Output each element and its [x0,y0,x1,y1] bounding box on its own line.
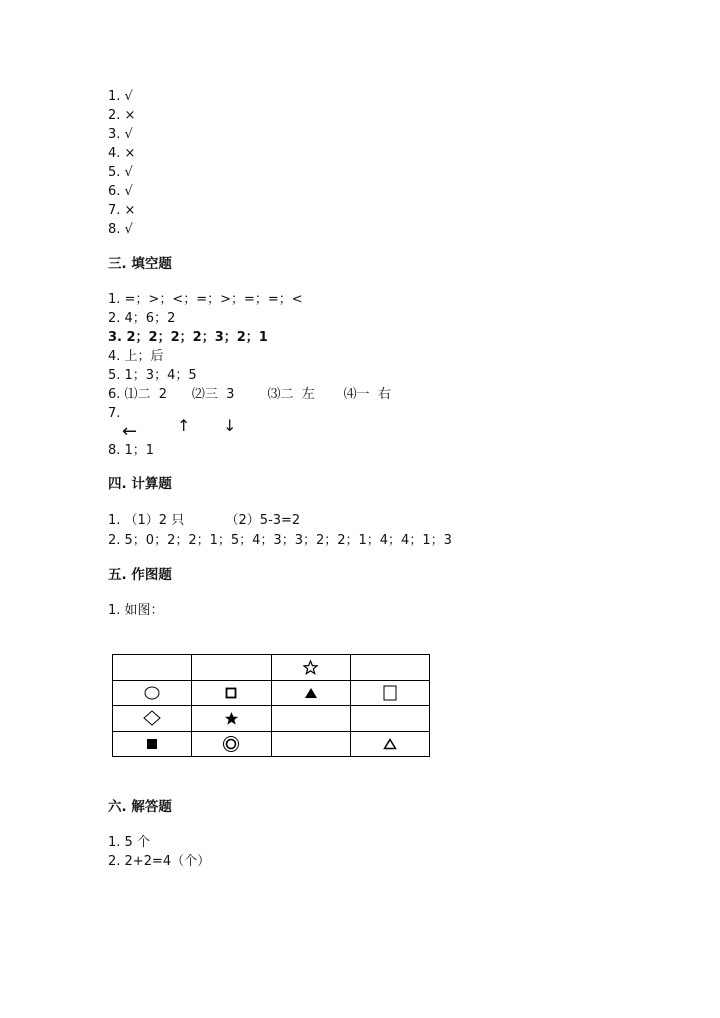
double-circle-icon [222,735,240,753]
table-cell [350,731,429,757]
table-cell [192,731,271,757]
table-cell [113,731,192,757]
filled-triangle-icon [304,687,318,699]
fill-line-6: 6. ⑴二 2 ⑵三 3 ⑶二 左 ⑷一 右 [108,387,391,402]
fill-line-3: 3. 2；2；2；2；3；2；1 [108,330,268,345]
table-cell [350,655,429,681]
judge-item-8: 8. √ [108,222,133,237]
table-row [113,731,430,757]
up-arrow-icon: ↑ [177,416,191,435]
circle-icon [144,686,160,700]
table-cell [113,680,192,706]
calc-heading: 四. 计算题 [108,476,172,492]
table-cell [192,680,271,706]
judge-item-1: 1. √ [108,89,133,104]
judge-item-6: 6. √ [108,184,133,199]
judge-item-2: 2. × [108,108,136,123]
shape-grid-table [112,654,430,757]
table-cell [113,706,192,732]
table-row [113,655,430,681]
left-arrow-icon: ← [122,421,138,442]
table-cell [271,655,350,681]
filled-square-icon [146,738,158,750]
fill-line-4: 4. 上；后 [108,349,164,364]
filled-star-icon [224,711,239,726]
table-cell [113,655,192,681]
answer-line-2: 2. 2+2=4（个） [108,854,211,869]
answer-heading: 六. 解答题 [108,799,172,815]
table-cell [271,706,350,732]
table-cell [192,655,271,681]
calc-line-1: 1. （1）2 只 （2）5-3=2 [108,513,301,528]
answer-line-1: 1. 5 个 [108,835,150,850]
outline-rectangle-icon [383,685,397,701]
judge-item-5: 5. √ [108,165,133,180]
fill-line-8: 8. 1；1 [108,443,155,458]
fill-line-2: 2. 4；6；2 [108,311,176,326]
table-cell [350,706,429,732]
small-square-icon [225,687,237,699]
judge-item-3: 3. √ [108,127,133,142]
draw-line-1: 1. 如图： [108,603,164,618]
table-row [113,706,430,732]
fill-line-7: 7. [108,406,121,421]
outline-star-icon [303,660,318,675]
outline-triangle-icon [383,738,397,750]
fill-line-5: 5. 1；3；4；5 [108,368,197,383]
judge-item-4: 4. × [108,146,136,161]
table-cell [192,706,271,732]
down-arrow-icon: ↓ [223,416,237,435]
calc-line-2: 2. 5；0；2；2；1；5；4；3；3；2；2；1；4；4；1；3 [108,533,452,548]
draw-heading: 五. 作图题 [108,567,172,583]
diamond-icon [143,710,161,726]
fill-line-1: 1. =；>；<；=；>；=；=；< [108,292,303,307]
fill-heading: 三. 填空题 [108,256,172,272]
judge-item-7: 7. × [108,203,136,218]
table-cell [271,731,350,757]
table-cell [271,680,350,706]
table-row [113,680,430,706]
table-cell [350,680,429,706]
